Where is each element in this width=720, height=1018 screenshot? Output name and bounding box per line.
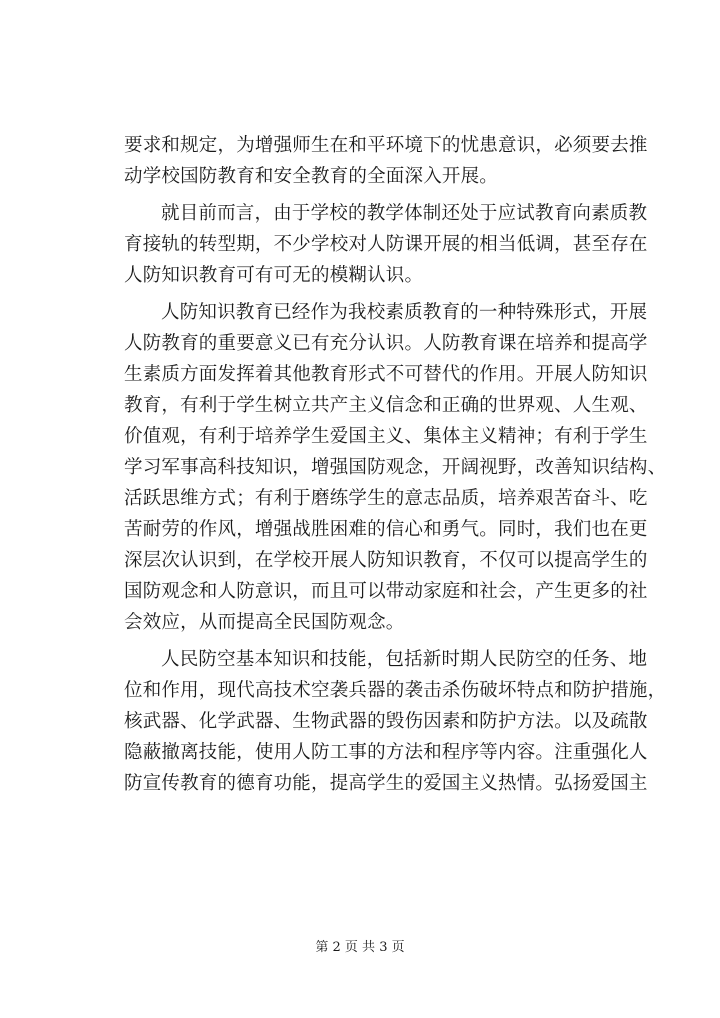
paragraph-line: 价值观，有利于培养学生爱国主义、集体主义精神；有利于学生 [124,426,648,447]
paragraph-line: 学习军事高科技知识，增强国防观念，开阔视野，改善知识结构、 [124,457,667,478]
paragraph-line: 隐蔽撤离技能，使用人防工事的方法和程序等内容。注重强化人 [124,742,648,763]
page-number-footer: 第 2 页 共 3 页 [315,940,405,955]
paragraph-line: 生素质方面发挥着其他教育形式不可替代的作用。开展人防知识 [124,364,648,385]
document-body [124,130,667,799]
paragraph-line: 会效应，从而提高全民国防观念。 [124,612,405,633]
paragraph-first-line: 就目前而言，由于学校的教学体制还处于应试教育向素质教 [161,203,648,224]
paragraph-line: 国防观念和人防意识，而且可以带动家庭和社会，产生更多的社 [124,581,648,602]
paragraph-line: 深层次认识到，在学校开展人防知识教育，不仅可以提高学生的 [124,550,648,571]
paragraph-line: 防宣传教育的德育功能，提高学生的爱国主义热情。弘扬爱国主 [124,773,648,794]
paragraph-line: 人防教育的重要意义已有充分认识。人防教育课在培养和提高学 [124,333,648,354]
paragraph-line: 育接轨的转型期，不少学校对人防课开展的相当低调，甚至存在 [124,234,648,255]
paragraph-line: 动学校国防教育和安全教育的全面深入开展。 [124,166,499,187]
paragraph-line: 活跃思维方式；有利于磨练学生的意志品质，培养艰苦奋斗、吃 [124,488,648,509]
paragraph-line: 人防知识教育可有可无的模糊认识。 [124,265,424,286]
paragraph-line: 苦耐劳的作风，增强战胜困难的信心和勇气。同时，我们也在更 [124,519,648,540]
paragraph-line: 要求和规定，为增强师生在和平环境下的忧患意识，必须要去推 [124,135,648,156]
paragraph-first-line: 人防知识教育已经作为我校素质教育的一种特殊形式，开展 [161,302,648,323]
paragraph-line: 位和作用，现代高技术空袭兵器的袭击杀伤破坏特点和防护措施， [124,680,667,701]
paragraph-line: 教育，有利于学生树立共产主义信念和正确的世界观、人生观、 [124,395,648,416]
paragraph-line: 核武器、化学武器、生物武器的毁伤因素和防护方法。以及疏散 [124,711,648,732]
paragraph-first-line: 人民防空基本知识和技能，包括新时期人民防空的任务、地 [161,649,648,670]
